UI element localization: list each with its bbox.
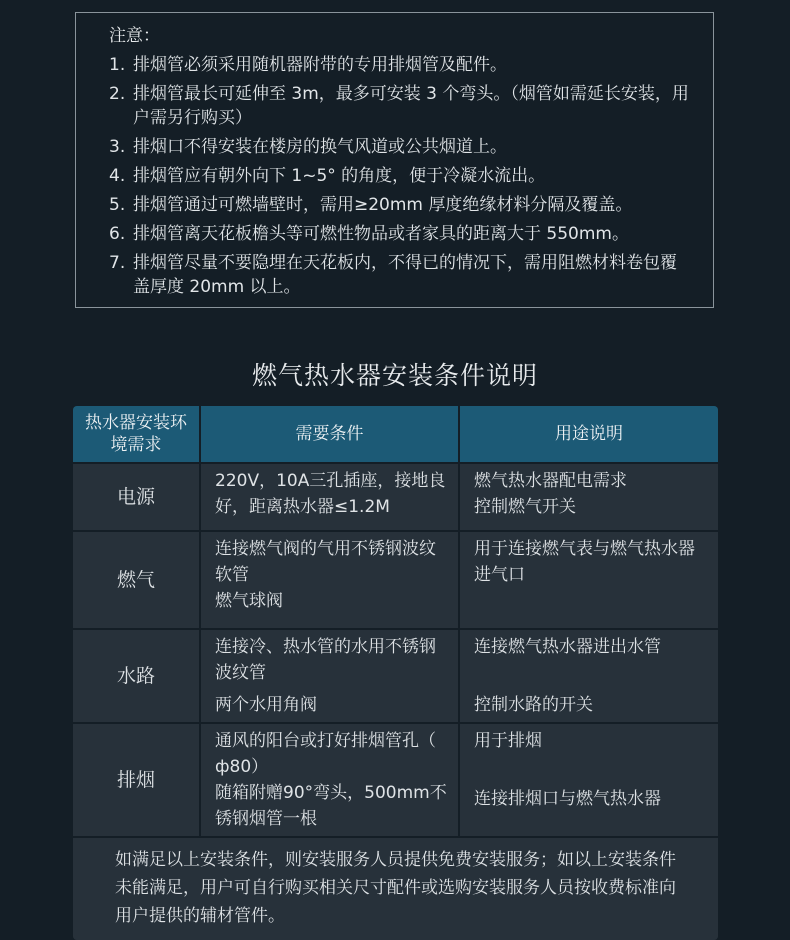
notice-item-number: 3.: [109, 137, 126, 157]
table-row-gas: [73, 531, 718, 629]
purpose-cell: [459, 629, 718, 723]
section-title: 燃气热水器安装条件说明: [251, 361, 538, 390]
purpose-line: 用于连接燃气表与燃气热水器进气口: [474, 539, 695, 585]
table-row-water: [73, 629, 718, 723]
requirement-cell: [200, 723, 459, 837]
notice-list: [109, 53, 693, 299]
notice-item-text: 排烟管离天花板檐头等可燃性物品或者家具的距离大于 550mm。: [133, 224, 629, 244]
notice-item-text: 排烟管通过可燃墙壁时，需用≥20mm 厚度绝缘材料分隔及覆盖。: [133, 195, 633, 215]
table-row-power: [73, 463, 718, 531]
notice-item-number: 7.: [109, 253, 126, 273]
notice-item-number: 2.: [109, 84, 126, 104]
purpose-line: 控制燃气开关: [474, 497, 576, 517]
purpose-cell: [459, 723, 718, 837]
requirement-cell: [200, 463, 459, 531]
env-cell: 电源: [73, 463, 200, 531]
notice-item-number: 4.: [109, 166, 126, 186]
notice-heading: 注意：: [109, 26, 160, 46]
notice-item-number: 6.: [109, 224, 126, 244]
purpose-line: 连接燃气热水器进出水管: [474, 637, 661, 657]
requirement-line: 连接燃气阀的气用不锈钢波纹软管: [215, 539, 436, 585]
notice-item: [109, 222, 693, 246]
env-cell: 燃气: [73, 531, 200, 629]
requirement-line: 两个水用角阀: [215, 695, 317, 715]
header-purpose: 用途说明: [459, 406, 718, 463]
footer-note: 如满足以上安装条件，则安装服务人员提供免费安装服务；如以上安装条件未能满足，用户可自行购买相关尺寸配件或选购安装服务人员按收费标准向用户提供的辅材管件。: [73, 837, 718, 940]
requirement-line: 连接冷、热水管的水用不锈钢波纹管: [215, 637, 436, 683]
table-header-row: [73, 406, 718, 463]
table-row-exhaust: [73, 723, 718, 837]
notice-item: [109, 164, 693, 188]
notice-item: [109, 251, 693, 299]
notice-item: [109, 193, 693, 217]
purpose-line: 用于排烟: [474, 731, 542, 751]
notice-item-text: 排烟管必须采用随机器附带的专用排烟管及配件。: [133, 55, 507, 75]
header-requirements: 需要条件: [200, 406, 459, 463]
notice-item-text: 排烟管最长可延伸至 3m，最多可安装 3 个弯头。（烟管如需延长安装，用户需另行购买）: [133, 84, 689, 128]
notice-item-text: 排烟口不得安装在楼房的换气风道或公共烟道上。: [133, 137, 507, 157]
notice-item: [109, 135, 693, 159]
purpose-line: 连接排烟口与燃气热水器: [474, 789, 661, 809]
purpose-cell: [459, 463, 718, 531]
requirement-line: 通风的阳台或打好排烟管孔（ ф80）: [215, 731, 436, 777]
purpose-line: 燃气热水器配电需求: [474, 471, 627, 491]
requirement-cell: [200, 531, 459, 629]
notice-item: [109, 82, 693, 130]
notice-box: [75, 12, 714, 308]
requirement-line: 燃气球阀: [215, 591, 283, 611]
notice-item-number: 5.: [109, 195, 126, 215]
requirement-line: 220V，10A三孔插座，接地良好，距离热水器≤1.2M: [215, 471, 446, 517]
installation-conditions-table: [73, 406, 718, 940]
env-cell: 水路: [73, 629, 200, 723]
table-footer-row: [73, 837, 718, 940]
notice-item: [109, 53, 693, 77]
header-environment: 热水器安装环境需求: [73, 406, 200, 463]
notice-item-text: 排烟管应有朝外向下 1~5° 的角度，便于冷凝水流出。: [133, 166, 546, 186]
requirement-cell: [200, 629, 459, 723]
notice-item-number: 1.: [109, 55, 126, 75]
requirement-line: 随箱附赠90°弯头，500mm不锈钢烟管一根: [215, 783, 447, 829]
purpose-line: 控制水路的开关: [474, 695, 593, 715]
purpose-cell: [459, 531, 718, 629]
env-cell: 排烟: [73, 723, 200, 837]
notice-item-text: 排烟管尽量不要隐埋在天花板内，不得已的情况下，需用阻燃材料卷包覆盖厚度 20mm 以上。: [133, 253, 677, 297]
